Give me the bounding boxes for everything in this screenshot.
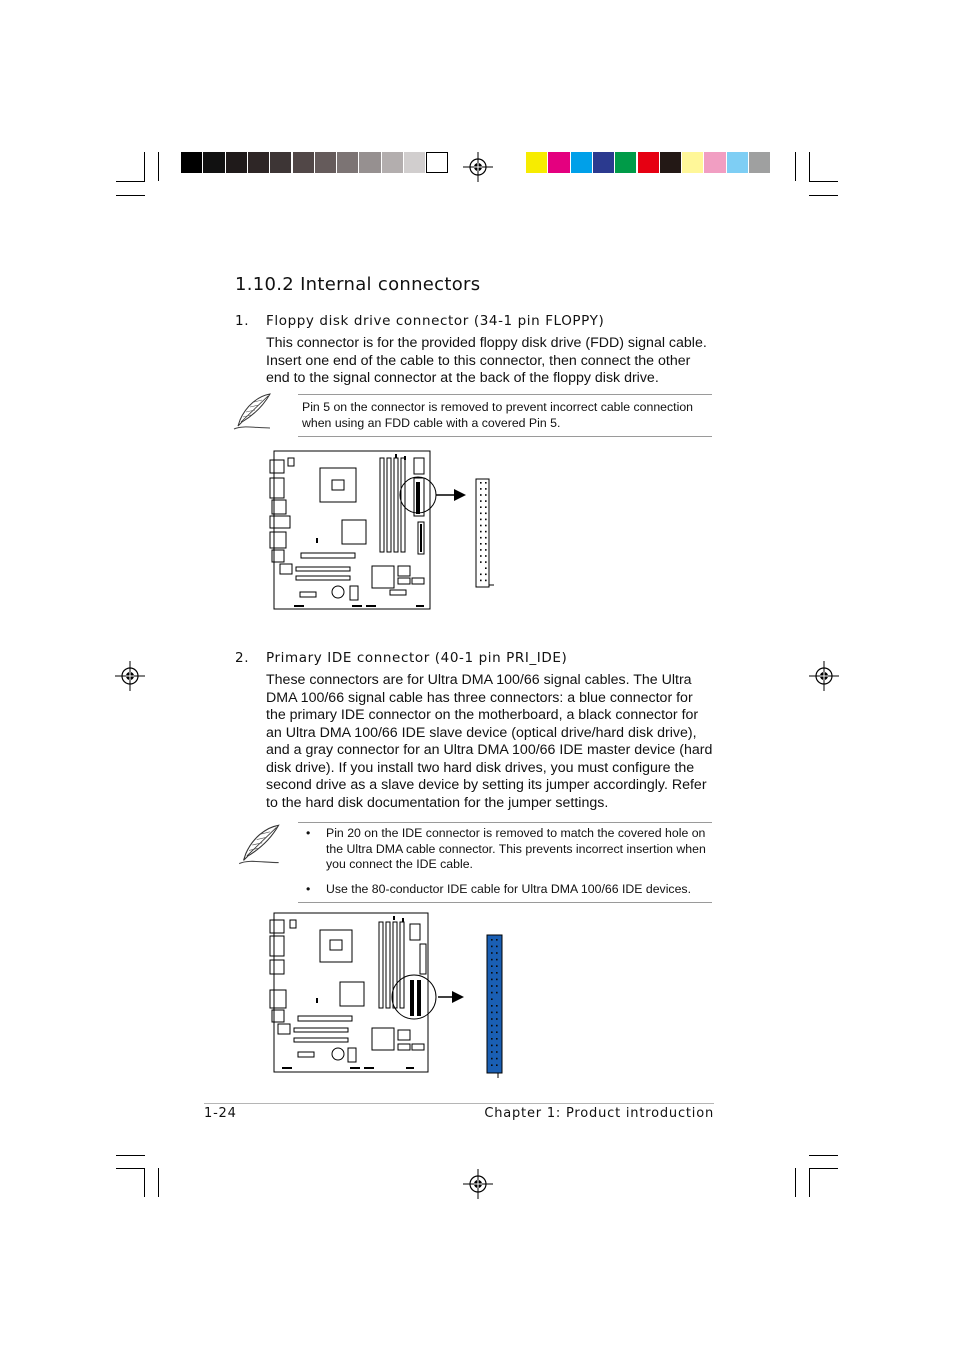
connector-pin [491, 972, 493, 974]
item-2-heading [235, 650, 567, 666]
connector-pin [485, 561, 487, 563]
calibration-swatch [638, 152, 659, 173]
connector-pin [485, 513, 487, 515]
connector-pin [480, 574, 482, 576]
connector-pin [485, 537, 487, 539]
connector-pin [485, 543, 487, 545]
connector-pin [491, 998, 493, 1000]
connector-pin [496, 1025, 498, 1027]
calibration-swatch [181, 152, 202, 173]
color-calibration-bar [526, 152, 772, 174]
calibration-swatch [359, 152, 380, 173]
connector-pin [485, 488, 487, 490]
connector-pin [480, 488, 482, 490]
item-2-number: 2. [235, 650, 250, 666]
note-1-top-rule [298, 394, 712, 395]
connector-pin [480, 513, 482, 515]
calibration-swatch [660, 152, 681, 173]
connector-pin [491, 1018, 493, 1020]
item-1-heading [235, 313, 604, 329]
connector-pin [485, 555, 487, 557]
calibration-swatch [293, 152, 314, 173]
connector-pin [496, 965, 498, 967]
connector-pin [496, 1058, 498, 1060]
note-1-bottom-rule [298, 436, 712, 437]
item-1-number: 1. [235, 313, 250, 329]
connector-pin [491, 992, 493, 994]
calibration-swatch [315, 152, 336, 173]
connector-pin [485, 567, 487, 569]
calibration-swatch [404, 152, 425, 173]
connector-pin [496, 959, 498, 961]
connector-pin [496, 946, 498, 948]
connector-pin [496, 1031, 498, 1033]
connector-pin [491, 1005, 493, 1007]
connector-pin [491, 1045, 493, 1047]
calibration-swatch [526, 152, 547, 173]
calibration-swatch [548, 152, 569, 173]
connector-pin [496, 979, 498, 981]
bullet-glyph: • [306, 882, 311, 896]
connector-pin [480, 537, 482, 539]
connector-pin [491, 1051, 493, 1053]
connector-pin [491, 1025, 493, 1027]
note-2-bottom-rule [298, 902, 712, 903]
connector-pin [496, 992, 498, 994]
connector-pin [496, 1005, 498, 1007]
connector-pin [491, 985, 493, 987]
footer-rule [204, 1103, 714, 1104]
connector-pin [496, 1018, 498, 1020]
connector-pin [491, 979, 493, 981]
connector-pin [485, 531, 487, 533]
connector-pin [480, 494, 482, 496]
note-1-text: Pin 5 on the connector is removed to prevent incorrect cable connection when using an FDD cable with a covered Pin 5. [302, 400, 693, 430]
connector-pin [491, 952, 493, 954]
connector-pin [491, 1031, 493, 1033]
connector-pin [491, 965, 493, 967]
crosshair-target-icon [115, 661, 145, 691]
calibration-swatch [203, 152, 224, 173]
connector-pin [496, 972, 498, 974]
item-1-title: Floppy disk drive connector (34-1 pin FLOPPY) [266, 313, 605, 329]
connector-pin [480, 549, 482, 551]
connector-pin [496, 1051, 498, 1053]
connector-pin [480, 525, 482, 527]
connector-pin [496, 939, 498, 941]
calibration-swatch [337, 152, 358, 173]
feather-pen-icon [232, 392, 274, 432]
connector-pin [491, 1064, 493, 1066]
feather-pen-icon [237, 823, 283, 867]
grayscale-calibration-bar [181, 152, 427, 174]
calibration-swatch [727, 152, 748, 173]
connector-pin [485, 506, 487, 508]
connector-pin [496, 1038, 498, 1040]
ide-connector-pinout [487, 935, 502, 1078]
motherboard-floppy-diagram [268, 448, 500, 614]
note-2-item-1: Pin 20 on the IDE connector is removed to match the covered hole on the Ultra DMA cable connector. This prevents incorrect insertion when you connect the IDE cable. [326, 826, 706, 872]
crosshair-target-icon [809, 661, 839, 691]
connector-pin [491, 939, 493, 941]
note-2-item-2: Use the 80-conductor IDE cable for Ultra DMA 100/66 IDE devices. [326, 882, 691, 896]
connector-pin [480, 500, 482, 502]
connector-pin [485, 494, 487, 496]
footer-page-number: 1-24 [204, 1106, 237, 1121]
connector-pin [480, 543, 482, 545]
item-2-body: These connectors are for Ultra DMA 100/66 signal cables. The Ultra DMA 100/66 signal cable has three connectors: a blue connector for the primary IDE connector on the motherboard, a black connector for an Ultra DMA 100/66 IDE slave device (optical drive/hard disk drive), and a gray connector for an Ultra DMA 100/66 IDE master device (hard disk drive). If you install two hard disk drives, you must configure the second drive as a slave device by setting its jumper accordingly. Refer to the hard disk documentation for the jumper settings. [266, 672, 713, 811]
connector-pin [485, 549, 487, 551]
calibration-swatch [248, 152, 269, 173]
connector-pin [496, 1012, 498, 1014]
connector-pin [485, 574, 487, 576]
connector-pin [491, 1058, 493, 1060]
connector-pin [491, 946, 493, 948]
connector-pin [485, 580, 487, 582]
calibration-swatch [226, 152, 247, 173]
connector-pin [491, 1012, 493, 1014]
calibration-swatch [749, 152, 770, 173]
connector-pin [496, 1045, 498, 1047]
motherboard-ide-diagram [266, 910, 508, 1078]
connector-pin [491, 1038, 493, 1040]
footer-chapter: Chapter 1: Product introduction [484, 1106, 714, 1121]
connector-pin [496, 952, 498, 954]
connector-pin [485, 500, 487, 502]
calibration-swatch [593, 152, 614, 173]
connector-pin [480, 482, 482, 484]
calibration-swatch [571, 152, 592, 173]
crosshair-target-icon [463, 152, 493, 182]
calibration-swatch [682, 152, 703, 173]
calibration-swatch [704, 152, 725, 173]
floppy-connector-pinout [476, 479, 494, 587]
connector-pin [485, 525, 487, 527]
calibration-swatch [426, 152, 447, 173]
item-2-title: Primary IDE connector (40-1 pin PRI_IDE) [266, 650, 568, 666]
connector-pin [485, 519, 487, 521]
connector-pin [485, 482, 487, 484]
calibration-swatch [270, 152, 291, 173]
connector-pin [480, 519, 482, 521]
calibration-swatch [382, 152, 403, 173]
bullet-glyph: • [306, 826, 311, 840]
connector-pin [496, 985, 498, 987]
connector-pin [480, 531, 482, 533]
crosshair-target-icon [463, 1169, 493, 1199]
section-title: 1.10.2 Internal connectors [235, 274, 481, 295]
connector-pin [491, 959, 493, 961]
connector-pin [480, 580, 482, 582]
item-1-body: This connector is for the provided floppy disk drive (FDD) signal cable. Insert one end of the cable to this connector, then connect the other end to the signal connector at the back of the floppy disk drive. [266, 335, 707, 386]
connector-pin [480, 555, 482, 557]
note-2-top-rule [298, 822, 712, 823]
connector-pin [480, 561, 482, 563]
connector-pin [496, 1064, 498, 1066]
calibration-swatch [615, 152, 636, 173]
connector-pin [480, 506, 482, 508]
